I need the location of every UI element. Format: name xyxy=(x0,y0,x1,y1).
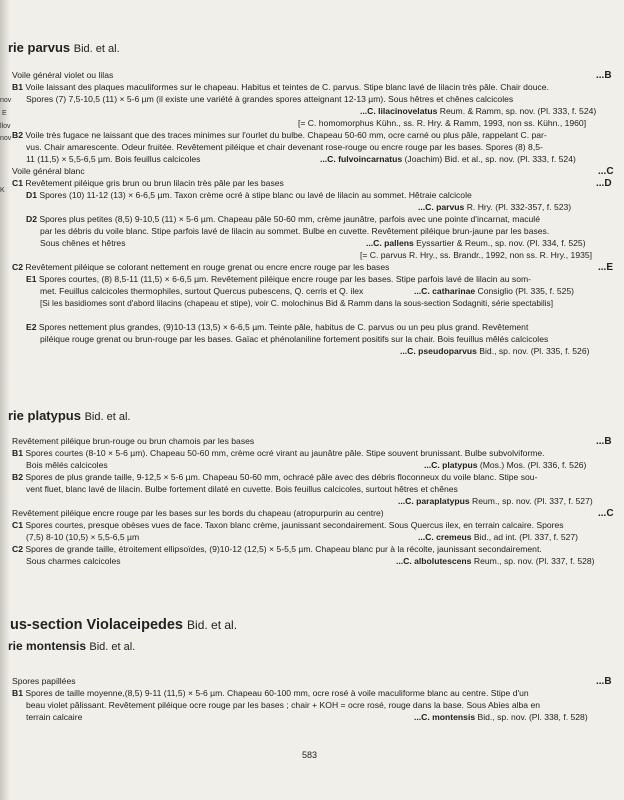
key-target: ...E xyxy=(598,262,614,273)
key-line: C2 Revêtement piléique se colorant nettement en rouge grenat ou encre encre rouge par les bases xyxy=(12,262,390,272)
synonym-line: [= C. homomorphus Kühn., ss. R. Hry. & Ramm, 1993, non ss. Kühn., 1960] xyxy=(298,118,587,128)
key-line: E1 Spores courtes, (8) 8,5-11 (11,5) × 6-6,5 µm. Revêtement piléique encre rouge par les bases. Stipe parfois lavé de lilacin au som- xyxy=(26,274,532,284)
key-line: B2 Spores de plus grande taille, 9-12,5 × 5-6 µm. Chapeau 50-60 mm, ochracé pâle avec des débris floconneux du voile blanc. Stipe sou- xyxy=(12,472,538,482)
key-target: ...B xyxy=(596,436,612,447)
page-number: 583 xyxy=(302,750,318,760)
key-line: Sous charmes calcicoles xyxy=(26,556,121,566)
gutter-text: nov xyxy=(0,97,12,104)
species-line: ...C. pseudoparvus Bid., sp. nov. (Pl. 335, f. 526) xyxy=(400,346,590,356)
key-line: E2 Spores nettement plus grandes, (9)10-13 (13,5) × 6-6,5 µm. Teinte pâle, habitus de C. parvus ou un peu plus grand. Revêtement xyxy=(26,322,529,332)
key-line: B2 Voile très fugace ne laissant que des traces minimes sur l'ourlet du bulbe. Chapeau 50-60 mm, ocre carné ou plus pâle, rappelant C. par- xyxy=(12,130,547,140)
key-line: C1 Spores courtes, presque obèses vues de face. Taxon blanc crème, jaunissant secondairement. Sous Quercus ilex, en terrain calcaire. Spores xyxy=(12,520,564,530)
section-heading: rie platypus Bid. et al. xyxy=(8,408,131,423)
key-line: Revêtement piléique encre rouge par les bases sur les bords du chapeau (atropurpurin au centre) xyxy=(12,508,384,518)
key-line: D2 Spores plus petites (8,5) 9-10,5 (11) × 5-6 µm. Chapeau pâle 50-60 mm, crème jaunâtre, parfois avec une pointe d'incarnat, maculé xyxy=(26,214,540,224)
key-line: B1 Voile laissant des plaques maculiformes sur le chapeau. Habitus et teintes de C. parvus. Stipe blanc lavé de lilacin très pâle. Chair douce. xyxy=(12,82,549,92)
species-line: ...C. fulvoincarnatus (Joachim) Bid. et al., sp. nov. (Pl. 333, f. 524) xyxy=(320,154,576,164)
key-line: Spores papillées xyxy=(12,676,76,686)
key-line: C1 Revêtement piléique gris brun ou brun lilacin très pâle par les bases xyxy=(12,178,284,188)
key-line: Voile général violet ou lilas xyxy=(12,70,114,80)
key-line: terrain calcaire xyxy=(26,712,83,722)
gutter-text: K xyxy=(0,187,5,194)
key-line: par les débris du voile blanc. Stipe parfois lavé de lilacin au sommet. Bulbe en cuvette. Revêtement piléique brun-jaune par les bases. xyxy=(40,226,550,236)
key-line: vus. Chair amarescente. Odeur fruitée. Revêtement piléique et chair devenant rose-rouge ou encre rouge par les bases. Spores (8) 8,5- xyxy=(26,142,543,152)
key-target: ...B xyxy=(596,676,612,687)
key-line: C2 Spores de grande taille, étroitement ellipsoïdes, (9)10-12 (12,5) × 5-5,5 µm. Chapeau blanc pur à la récolte, jaunissant secondairement. xyxy=(12,544,542,554)
key-target: ...C xyxy=(598,166,614,177)
gutter-text: E xyxy=(2,110,7,117)
key-line: (7,5) 8-10 (10,5) × 5,5-6,5 µm xyxy=(26,532,140,542)
key-line: Bois mêlés calcicoles xyxy=(26,460,108,470)
key-target: ...C xyxy=(598,508,614,519)
key-line: B1 Spores courtes (8-10 × 5-6 µm). Chapeau 50-60 mm, crème ocré virant au jaunâtre pâle. Stipe souvent brunissant. Bulbe subvolviforme. xyxy=(12,448,545,458)
key-line: piléique rouge grenat ou brun-rouge par les bases. Gaïac et phénolaniline fortement positifs sur la chair. Bois feuillus mêlés calcicoles xyxy=(40,334,549,344)
species-line: ...C. cremeus Bid., ad int. (Pl. 337, f. 527) xyxy=(418,532,579,542)
species-line: ...C. catharinae Consiglio (Pl. 335, f. 525) xyxy=(414,286,575,296)
key-line: met. Feuillus calcicoles thermophiles, surtout Quercus pubescens, Q. cerris et Q. ilex xyxy=(40,286,364,296)
binding-shadow xyxy=(0,0,10,800)
key-line: 11 (11,5) × 5,5-6,5 µm. Bois feuillus calcicoles xyxy=(26,154,201,164)
key-line: B1 Spores de taille moyenne,(8,5) 9-11 (11,5) × 5-6 µm. Chapeau 60-100 mm, ocre rosé à voile maculiforme blanc au centre. Stipe d'un xyxy=(12,688,529,698)
key-line: Voile général blanc xyxy=(12,166,85,176)
note-line: [Si les basidiomes sont d'abord lilacins (chapeau et stipe), voir C. molochinus Bid & Ramm dans la sous-section Sodagniti, série spectabilis] xyxy=(40,298,554,308)
species-line: ...C. pallens Eyssartier & Reum., sp. nov. (Pl. 334, f. 525) xyxy=(366,238,586,248)
species-line: ...C. lilacinovelatus Reum. & Ramm, sp. nov. (Pl. 333, f. 524) xyxy=(360,106,597,116)
gutter-text: nov xyxy=(0,135,12,142)
key-line: Sous chênes et hêtres xyxy=(40,238,126,248)
gutter-text: llov xyxy=(0,123,11,130)
subsection-heading: us-section Violaceipedes Bid. et al. xyxy=(10,617,238,633)
synonym-line: [= C. parvus R. Hry., ss. Brandr., 1992, non ss. R. Hry., 1935] xyxy=(360,250,593,260)
key-target: ...D xyxy=(596,178,612,189)
species-line: ...C. parvus R. Hry. (Pl. 332-357, f. 523) xyxy=(418,202,572,212)
key-target: ...B xyxy=(596,70,612,81)
species-line: ...C. platypus (Mos.) Mos. (Pl. 336, f. 526) xyxy=(424,460,587,470)
key-line: D1 Spores (10) 11-12 (13) × 6-6,5 µm. Taxon crème ocré à stipe blanc ou lavé de lilacin au sommet. Hêtraie calcicole xyxy=(26,190,472,200)
species-line: ...C. montensis Bid., sp. nov. (Pl. 338, f. 528) xyxy=(414,712,588,722)
species-line: ...C. paraplatypus Reum., sp. nov. (Pl. 337, f. 527) xyxy=(398,496,593,506)
species-line: ...C. albolutescens Reum., sp. nov. (Pl. 337, f. 528) xyxy=(396,556,595,566)
key-line: Revêtement piléique brun-rouge ou brun chamois par les bases xyxy=(12,436,255,446)
section-heading: rie parvus Bid. et al. xyxy=(8,40,120,55)
key-line: beau violet pâlissant. Revêtement piléique ocre rouge par les bases ; chair + KOH = ocre rosé, rouge dans la base. Sous Abies alba en xyxy=(26,700,541,710)
key-line: vent fluet, blanc lavé de lilacin. Bulbe fortement dilaté en cuvette. Bois feuillus calcicoles, surtout hêtres et chênes xyxy=(26,484,458,494)
key-line: Spores (7) 7,5-10,5 (11) × 5-6 µm (il existe une variété à grandes spores atteignant 12-13 µm). Sous hêtres et chênes calcicoles xyxy=(26,94,514,104)
section-heading: rie montensis Bid. et al. xyxy=(8,639,136,653)
